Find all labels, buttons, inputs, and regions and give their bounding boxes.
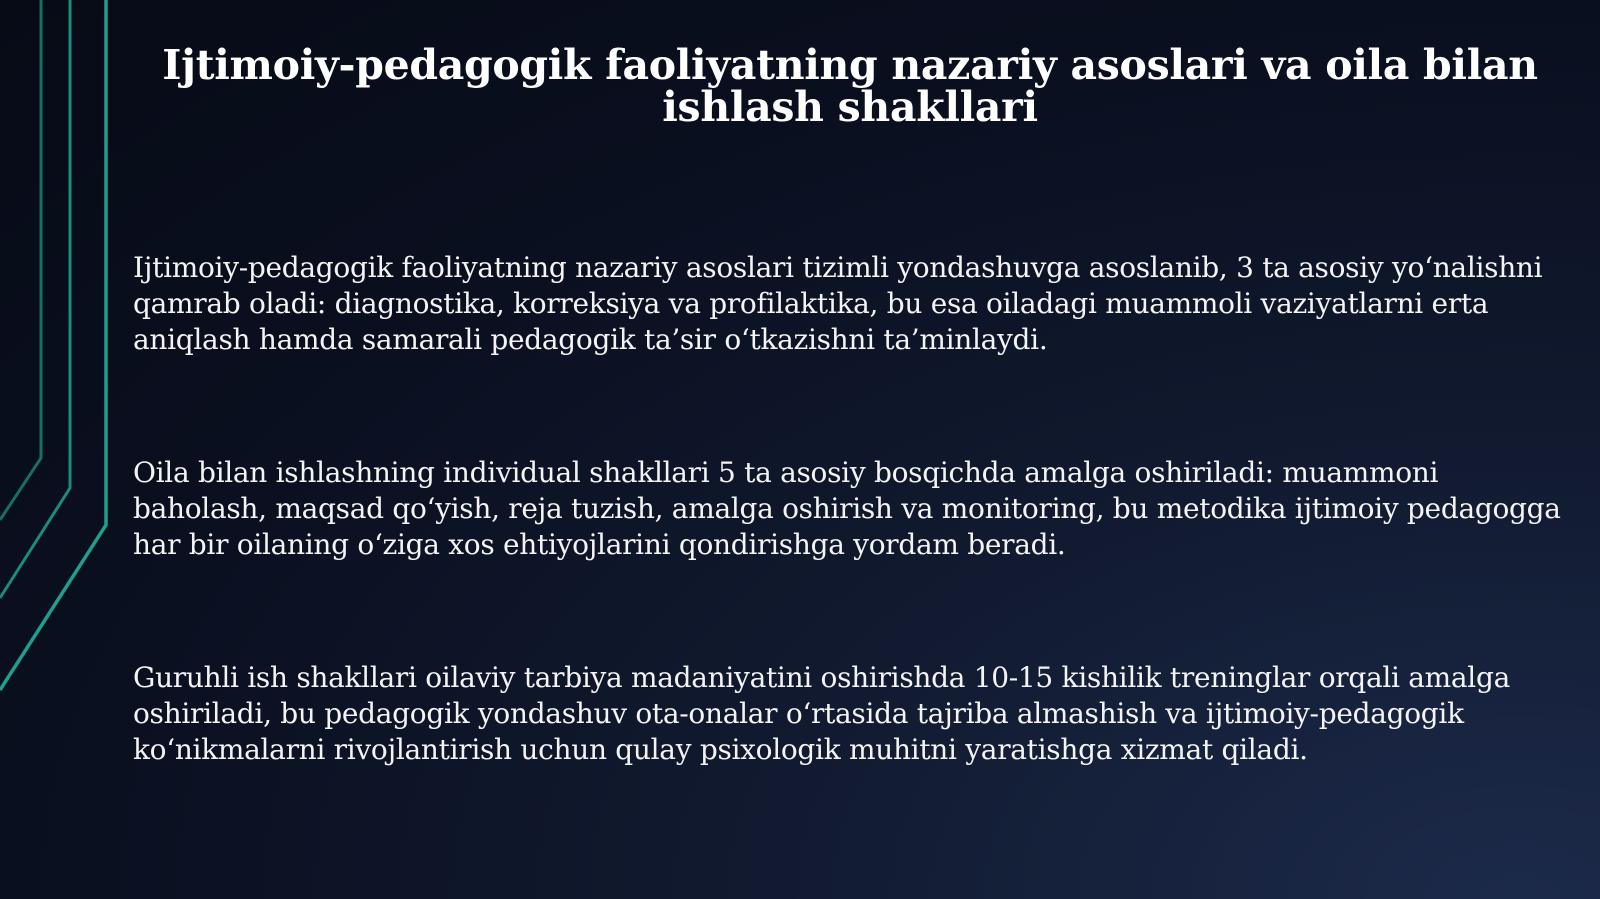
paragraph-theoretical-foundations: Ijtimoiy-pedagogik faoliyatning nazariy asoslari tizimli yondashuvga asoslanib, 3 ta asosiy yo‘nalishni qamrab oladi: diagnostika, korreksiya va profilaktika, bu esa oiladagi muammoli vaziyatlarni erta aniqlash hamda samarali pedagogik ta’sir o‘tkazishni ta’minlaydi. [133,251,1543,356]
slide-body [133,250,1573,768]
paragraph-individual-forms: Oila bilan ishlashning individual shakllari 5 ta asosiy bosqichda amalga oshiriladi: muammoni baholash, maqsad qo‘yish, reja tuzish, amalga oshirish va monitoring, bu metodika ijtimoiy pedagogga har bir oilaning o‘ziga xos ehtiyojlarini qondirishga yordam beradi. [133,456,1561,561]
paragraph-group-forms: Guruhli ish shakllari oilaviy tarbiya madaniyatini oshirishda 10-15 kishilik treninglar orqali amalga oshiriladi, bu pedagogik yondashuv ota-onalar o‘rtasida tajriba almashish va ijtimoiy-pedagogik ko‘nikmalarni rivojlantirish uchun qulay psixologik muhitni yaratishga xizmat qiladi. [133,661,1510,766]
accent-line-inner [0,0,41,520]
decorative-lines [0,0,120,899]
slide-title: Ijtimoiy-pedagogik faoliyatning nazariy asoslari va oila bilan ishlash shakllari [162,41,1538,131]
accent-line-outer [0,0,106,690]
accent-line-middle [0,0,70,598]
